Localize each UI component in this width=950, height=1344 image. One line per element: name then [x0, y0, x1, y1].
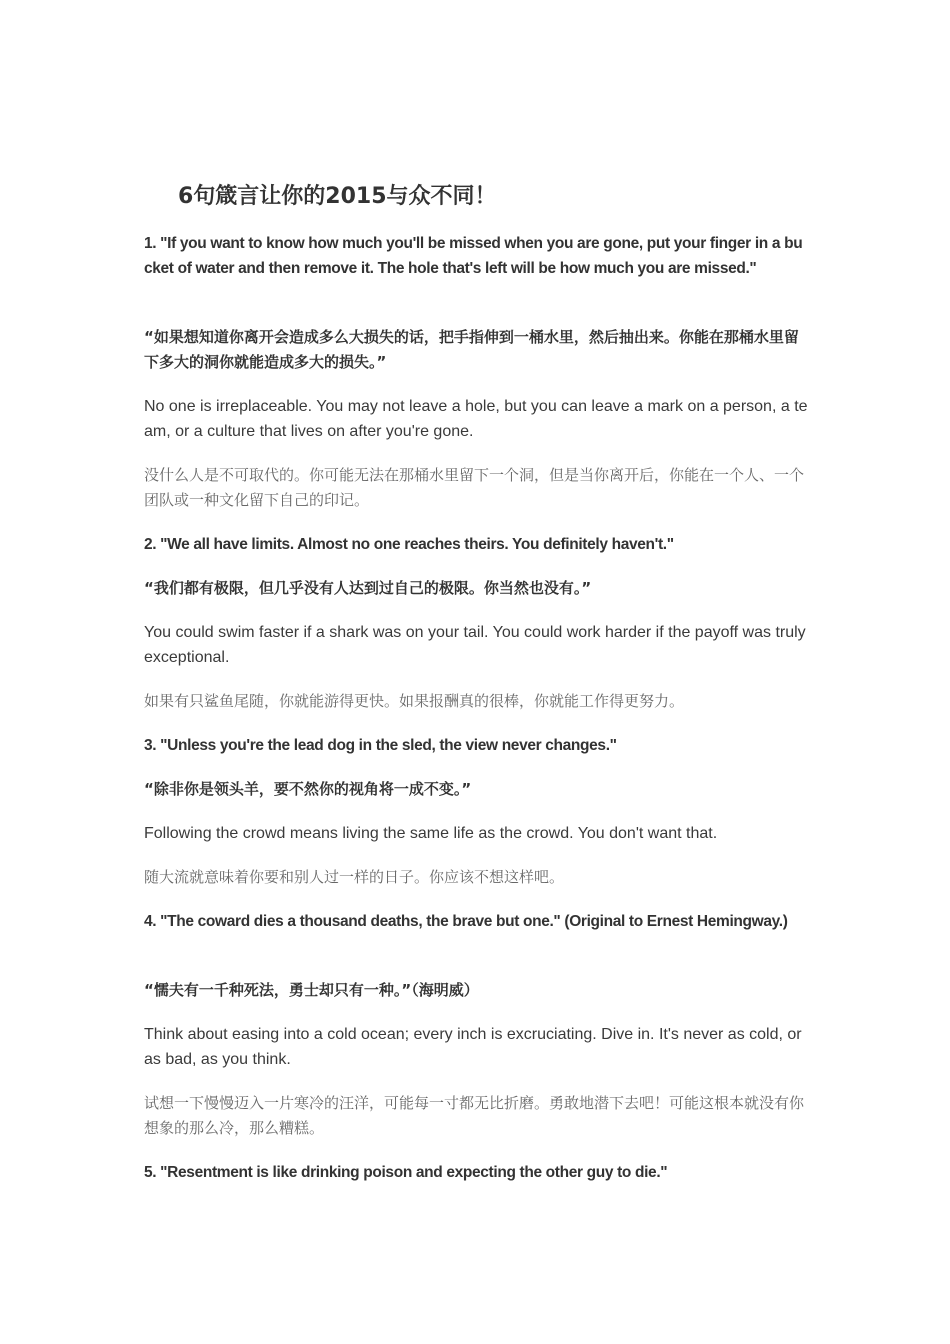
quote-1-en: 1. "If you want to know how much you'll be missed when you are gone, put your finger in a bucket of water and then remove it. The hole that's left will be how much you are missed." — [144, 235, 803, 277]
quote-5-en: 5. "Resentment is like drinking poison and expecting the other guy to die." — [144, 1164, 668, 1181]
comment-2-en: You could swim faster if a shark was on your tail. You could work harder if the payoff was truly exceptional. — [144, 624, 806, 666]
comment-1-zh: 没什么人是不可取代的。你可能无法在那桶水里留下一个洞，但是当你离开后，你能在一个人、一个团队或一种文化留下自己的印记。 — [144, 466, 805, 509]
comment-4-en: Think about easing into a cold ocean; every inch is excruciating. Dive in. It's never as cold, or as bad, as you think. — [144, 1026, 802, 1068]
page-title: 6句箴言让你的2015与众不同！ — [178, 183, 497, 209]
quote-4-zh: “懦夫有一千种死法，勇士却只有一种。”（海明威） — [144, 981, 479, 999]
quote-4-en: 4. "The coward dies a thousand deaths, the brave but one." (Original to Ernest Hemingway.) — [144, 913, 788, 930]
quote-2-zh: “我们都有极限，但几乎没有人达到过自己的极限。你当然也没有。” — [144, 579, 592, 597]
comment-2-zh: 如果有只鲨鱼尾随，你就能游得更快。如果报酬真的很棒，你就能工作得更努力。 — [144, 692, 685, 710]
comment-3-en: Following the crowd means living the same life as the crowd. You don't want that. — [144, 825, 718, 842]
comment-3-zh: 随大流就意味着你要和别人过一样的日子。你应该不想这样吧。 — [144, 868, 565, 886]
quote-3-en: 3. "Unless you're the lead dog in the sled, the view never changes." — [144, 737, 617, 754]
quote-1-zh: “如果想知道你离开会造成多么大损失的话，把手指伸到一桶水里，然后抽出来。你能在那桶水里留下多大的洞你就能造成多大的损失。” — [144, 328, 799, 371]
comment-4-zh: 试想一下慢慢迈入一片寒冷的汪洋，可能每一寸都无比折磨。勇敢地潜下去吧！可能这根本就没有你想象的那么冷，那么糟糕。 — [144, 1094, 805, 1137]
quote-3-zh: “除非你是领头羊，要不然你的视角将一成不变。” — [144, 780, 472, 798]
quote-2-en: 2. "We all have limits. Almost no one reaches theirs. You definitely haven't." — [144, 536, 674, 553]
comment-1-en: No one is irreplaceable. You may not leave a hole, but you can leave a mark on a person, a team, or a culture that lives on after you're gone. — [144, 398, 808, 440]
